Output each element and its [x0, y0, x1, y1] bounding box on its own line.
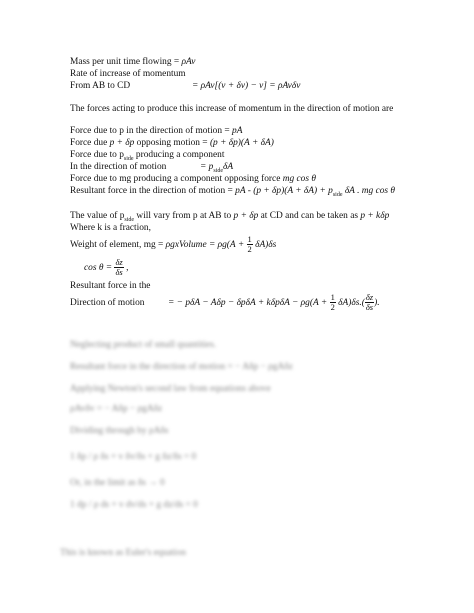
direction-motion-label: In the direction of motion	[70, 162, 167, 172]
resultant-force-subscript: side	[332, 191, 343, 198]
blurred-line-7	[70, 478, 165, 489]
pside-value-label-c: at CD and can be taken as	[260, 211, 358, 221]
direction-of-motion-equation	[168, 293, 380, 313]
dz-ds-den: δs	[115, 267, 123, 278]
blurred-line-4	[70, 404, 162, 415]
pside-value-subscript: side	[124, 216, 135, 223]
cos-theta-comma: ,	[126, 263, 129, 273]
momentum-rate-label: Rate of increase of momentum	[70, 69, 186, 79]
fraction-k-text: Where k is a fraction,	[70, 223, 151, 233]
blurred-text-7: Or, in the limit as δs → 0	[70, 478, 165, 488]
blurred-text-6: 1 δp / ρ δs + v δv/δs + g δz/δs = 0	[70, 452, 197, 462]
force-mg-line	[70, 174, 316, 185]
forces-intro-line	[70, 104, 393, 115]
fraction-k-line	[70, 223, 151, 234]
blurred-text-1: Neglecting product of small quantities.	[70, 340, 217, 350]
pside-value-label-b: will vary from p at AB to	[136, 211, 232, 221]
resultant-in-label: Resultant force in the	[70, 281, 151, 291]
force-opposing-label-a: Force due	[70, 138, 108, 148]
force-opposing-line	[70, 138, 274, 149]
pside-value-eq-a: p + δp	[233, 211, 259, 221]
weight-element-line	[70, 235, 276, 255]
direction-eq-b: δA)δs.(	[338, 298, 365, 308]
ab-cd-equation: = ρAv[(v + δv) − v] = ρAvδv	[192, 81, 301, 91]
blurred-text-3: Applying Newton's second law from equations above	[70, 384, 271, 394]
direction-eq-c: ).	[374, 298, 380, 308]
ab-cd-line	[70, 81, 301, 92]
force-opposing-label-b: opposing motion =	[136, 138, 208, 148]
weight-element-eq-b: δA)δs	[255, 240, 277, 250]
force-opposing-eq-b: (p + δp)(A + δA)	[209, 138, 274, 148]
pside-value-eq-b: p + kδp	[360, 211, 390, 221]
resultant-force-line	[70, 186, 395, 201]
force-pside-subscript: side	[123, 155, 134, 162]
half-fraction	[247, 235, 253, 254]
direction-motion-subscript: side	[213, 167, 224, 174]
force-pside-label: Force due to p	[70, 150, 124, 160]
resultant-force-label: Resultant force in the direction of motion =	[70, 186, 233, 196]
forces-intro-text: The forces acting to produce this increase of momentum in the direction of motion are	[70, 104, 394, 114]
mass-flow-line	[70, 57, 195, 68]
force-p-equation: pA	[232, 126, 243, 136]
force-p-line	[70, 126, 242, 137]
momentum-rate-line	[70, 69, 186, 80]
mass-flow-label: Mass per unit time flowing =	[70, 57, 180, 67]
weight-element-label: Weight of element, mg =	[70, 240, 164, 250]
blurred-line-6	[70, 452, 196, 463]
half-fraction-2	[330, 293, 336, 312]
blurred-text-9: This is known as Euler's equation	[60, 548, 186, 558]
pside-value-label-a: The value of p	[70, 211, 125, 221]
blurred-line-3	[70, 384, 271, 395]
dz-ds-2-num: δz	[365, 292, 374, 303]
resultant-force-eq-b: δA . mg cos θ	[344, 186, 396, 196]
force-mg-equation: mg cos θ	[282, 174, 316, 184]
direction-motion-eq-b: δA	[223, 162, 234, 172]
blurred-text-5: Dividing through by ρAδs	[70, 426, 169, 436]
resultant-in-line	[70, 281, 150, 292]
direction-eq-a: = − pδA − Aδp − δpδA + kδpδA − ρg(A +	[168, 298, 328, 308]
cos-theta-line	[84, 258, 128, 278]
force-opposing-eq-a: p + δp	[109, 138, 135, 148]
force-p-label: Force due to p in the direction of motion =	[70, 126, 230, 136]
dz-ds-fraction-2	[365, 293, 374, 312]
ab-cd-label: From AB to CD	[70, 81, 131, 91]
direction-of-motion-label: Direction of motion	[70, 298, 145, 308]
blurred-line-9	[60, 548, 186, 559]
blurred-text-2: Resultant force in the direction of motion = − Aδp − ρgAδz	[70, 362, 293, 372]
cos-theta-eq: cos θ =	[84, 263, 113, 273]
mass-flow-equation: ρAv	[181, 57, 196, 67]
half-fraction-num: 1	[247, 234, 252, 245]
half-fraction-2-num: 1	[330, 292, 335, 303]
half-fraction-2-den: 2	[330, 302, 335, 313]
resultant-force-eq: pA - (p + δp)(A + δA) + p	[235, 186, 333, 196]
half-fraction-den: 2	[247, 244, 252, 255]
blurred-line-1	[70, 340, 216, 351]
direction-motion-eq: = p	[200, 162, 214, 172]
force-mg-label: Force due to mg producing a component opposing force	[70, 174, 281, 184]
blurred-line-8	[70, 500, 198, 511]
blurred-line-5	[70, 426, 168, 437]
blurred-line-2	[70, 362, 293, 373]
dz-ds-num: δz	[115, 257, 123, 268]
force-pside-label-b: producing a component	[135, 150, 225, 160]
dz-ds-fraction	[114, 258, 123, 277]
weight-element-eq-a: ρgxVolume = ρg(A +	[165, 240, 245, 250]
blurred-text-4: ρAvδv = − Aδp − ρgAδz	[70, 404, 163, 414]
dz-ds-2-den: δs	[365, 302, 374, 313]
blurred-text-8: 1 dp / ρ ds + v dv/ds + g dz/ds = 0	[70, 500, 198, 510]
